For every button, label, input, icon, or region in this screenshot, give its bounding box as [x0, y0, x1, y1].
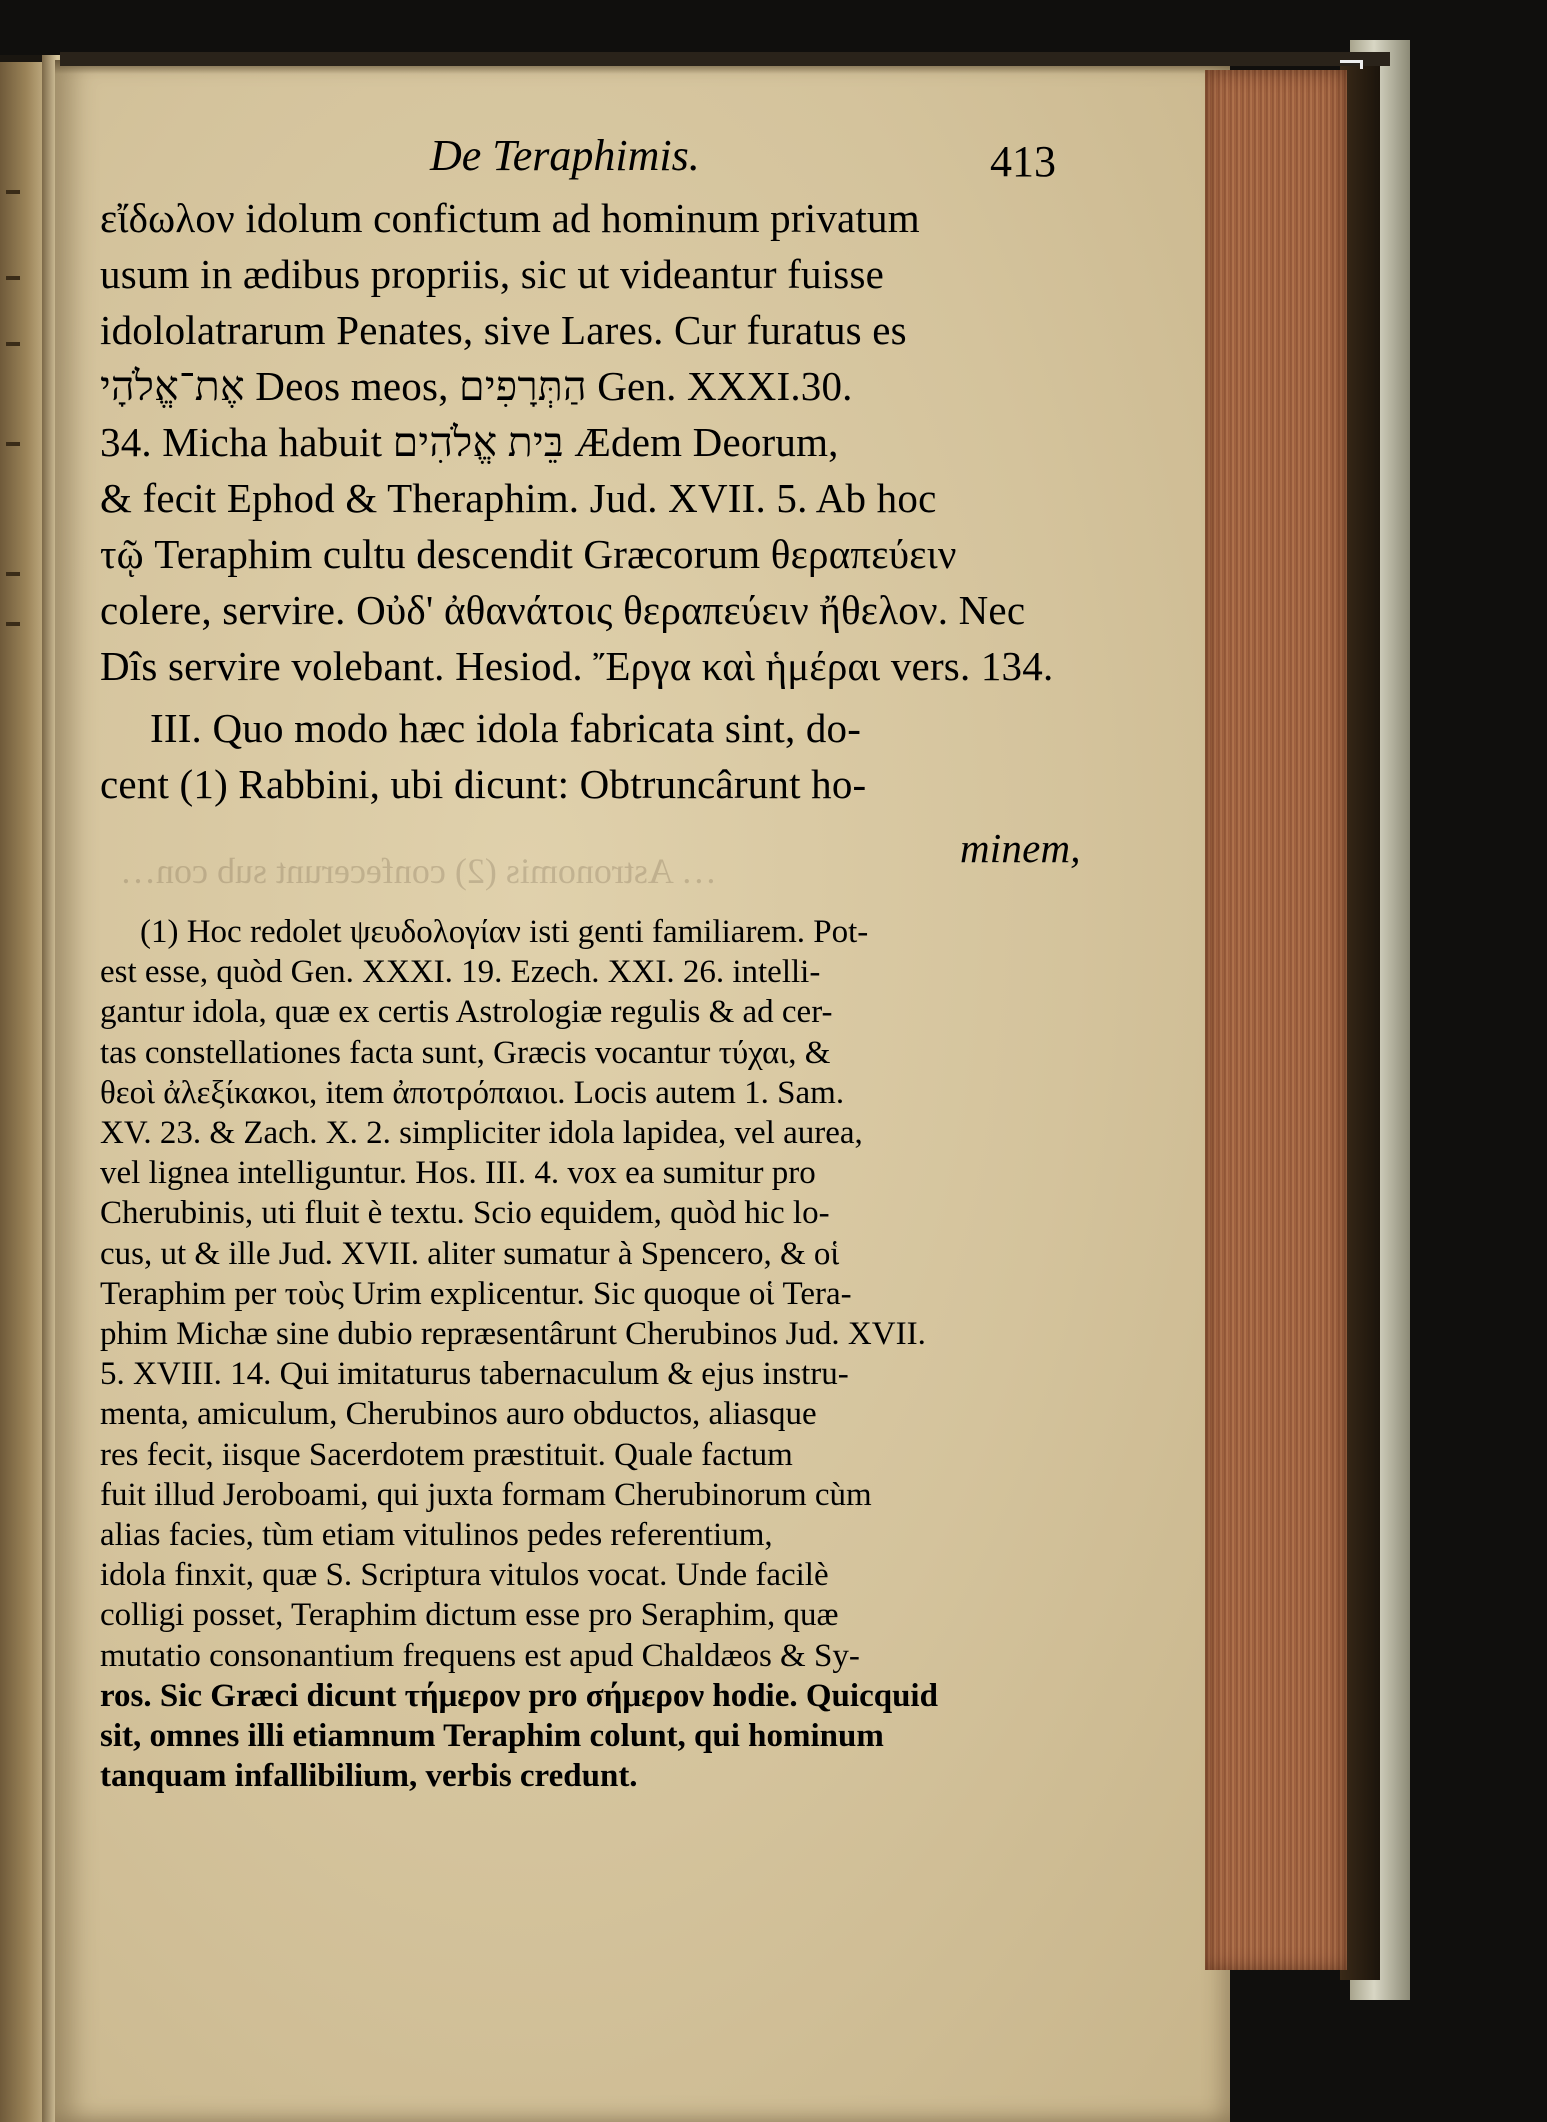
footnote-line: cus, ut & ille Jud. XVII. aliter sumatur à Spencero, & οἱ [100, 1235, 840, 1272]
footnote-line: menta, amiculum, Cherubinos auro obductos, aliasque [100, 1396, 817, 1433]
footnote-line: (1) Hoc redolet ψευδολογίαν isti genti familiarem. Pot- [140, 914, 869, 950]
footnote-line: θεοὶ ἀλεξίκακοι, item ἀποτρόπαιοι. Locis autem 1. Sam. [100, 1074, 845, 1111]
text-line: & fecit Ephod & Theraphim. Jud. XVII. 5. Ab hoc [100, 475, 937, 521]
footnote-line: Teraphim per τοὺς Urim explicentur. Sic quoque οἱ Tera- [100, 1275, 852, 1312]
footnote-line: phim Michæ sine dubio repræsentârunt Cherubinos Jud. XVII. [100, 1316, 926, 1352]
footnote-line: res fecit, iisque Sacerdotem præstituit. Quale factum [100, 1436, 793, 1473]
show-through-text: … Astronomis (2) confecerunt sub con… [120, 851, 717, 891]
text-line: minem, [960, 825, 1081, 871]
footnote-line: est esse, quòd Gen. XXXI. 19. Ezech. XXI. 26. intelli- [100, 954, 821, 991]
footnote-line: gantur idola, quæ ex certis Astrologiæ regulis & ad cer- [100, 994, 833, 1031]
page-block-fore-edge [1205, 70, 1347, 1970]
footnote-line: XV. 23. & Zach. X. 2. simpliciter idola lapidea, vel aurea, [100, 1115, 863, 1151]
footnote-line: mutatio consonantium frequens est apud Chaldæos & Sy- [100, 1637, 860, 1674]
footnote-line: 5. XVIII. 14. Qui imitaturus tabernaculum & ejus instru- [100, 1356, 849, 1393]
footnote-line: fuit illud Jeroboami, qui juxta formam Cherubinorum cùm [100, 1476, 872, 1513]
text-line: III. Quo modo hæc idola fabricata sint, do- [150, 705, 862, 751]
corner-bracket-mark [1340, 60, 1363, 69]
footnote-line: idola finxit, quæ S. Scriptura vitulos vocat. Unde facilè [100, 1557, 829, 1594]
text-line: 34. Micha habuit בֵּית אֱלֹהִים Ædem Deorum, [100, 419, 839, 465]
text-line: usum in ædibus propriis, sic ut videantur fuisse [100, 251, 884, 297]
book-cover-top-board [60, 52, 1390, 66]
text-line: Dîs servire volebant. Hesiod. Ἔργα καὶ ἡμέραι vers. 134. [100, 643, 1054, 689]
footnote-line: tanquam infallibilium, verbis credunt. [100, 1758, 638, 1795]
text-line: colere, servire. Οὐδ' ἀθανάτοις θεραπεύειν ἤθελον. Nec [100, 587, 1026, 633]
page-number: 413 [990, 137, 1056, 186]
footnote-line: colligi posset, Teraphim dictum esse pro Seraphim, quæ [100, 1597, 839, 1634]
footnote-line: ros. Sic Græci dicunt τήμερον pro σήμερον hodie. Quicquid [100, 1677, 938, 1714]
running-title: De Teraphimis. [430, 131, 700, 180]
running-head [100, 128, 1080, 188]
text-line: cent (1) Rabbini, ubi dicunt: Obtruncârunt ho- [100, 761, 867, 807]
text-line: אֶת־אֱלֹהָי Deos meos, הַתְּרָפִים Gen. XXXI.30. [100, 363, 853, 409]
footnote-line: vel lignea intelliguntur. Hos. III. 4. vox ea sumitur pro [100, 1155, 816, 1192]
footnote-line: alias facies, tùm etiam vitulinos pedes referentium, [100, 1517, 773, 1553]
footnote-line: sit, omnes illi etiamnum Teraphim colunt, qui hominum [100, 1718, 884, 1754]
text-line: εἴδωλον idolum confictum ad hominum privatum [100, 195, 920, 241]
footnote-line: Cherubinis, uti fluit è textu. Scio equidem, quòd hic lo- [100, 1195, 830, 1232]
text-line: τῷ Teraphim cultu descendit Græcorum θεραπεύειν [100, 531, 957, 577]
facing-page-ink-marks [0, 62, 40, 762]
footnote-line: tas constellationes facta sunt, Græcis vocantur τύχαι, & [100, 1034, 831, 1071]
text-line: idololatrarum Penates, sive Lares. Cur furatus es [100, 307, 907, 353]
